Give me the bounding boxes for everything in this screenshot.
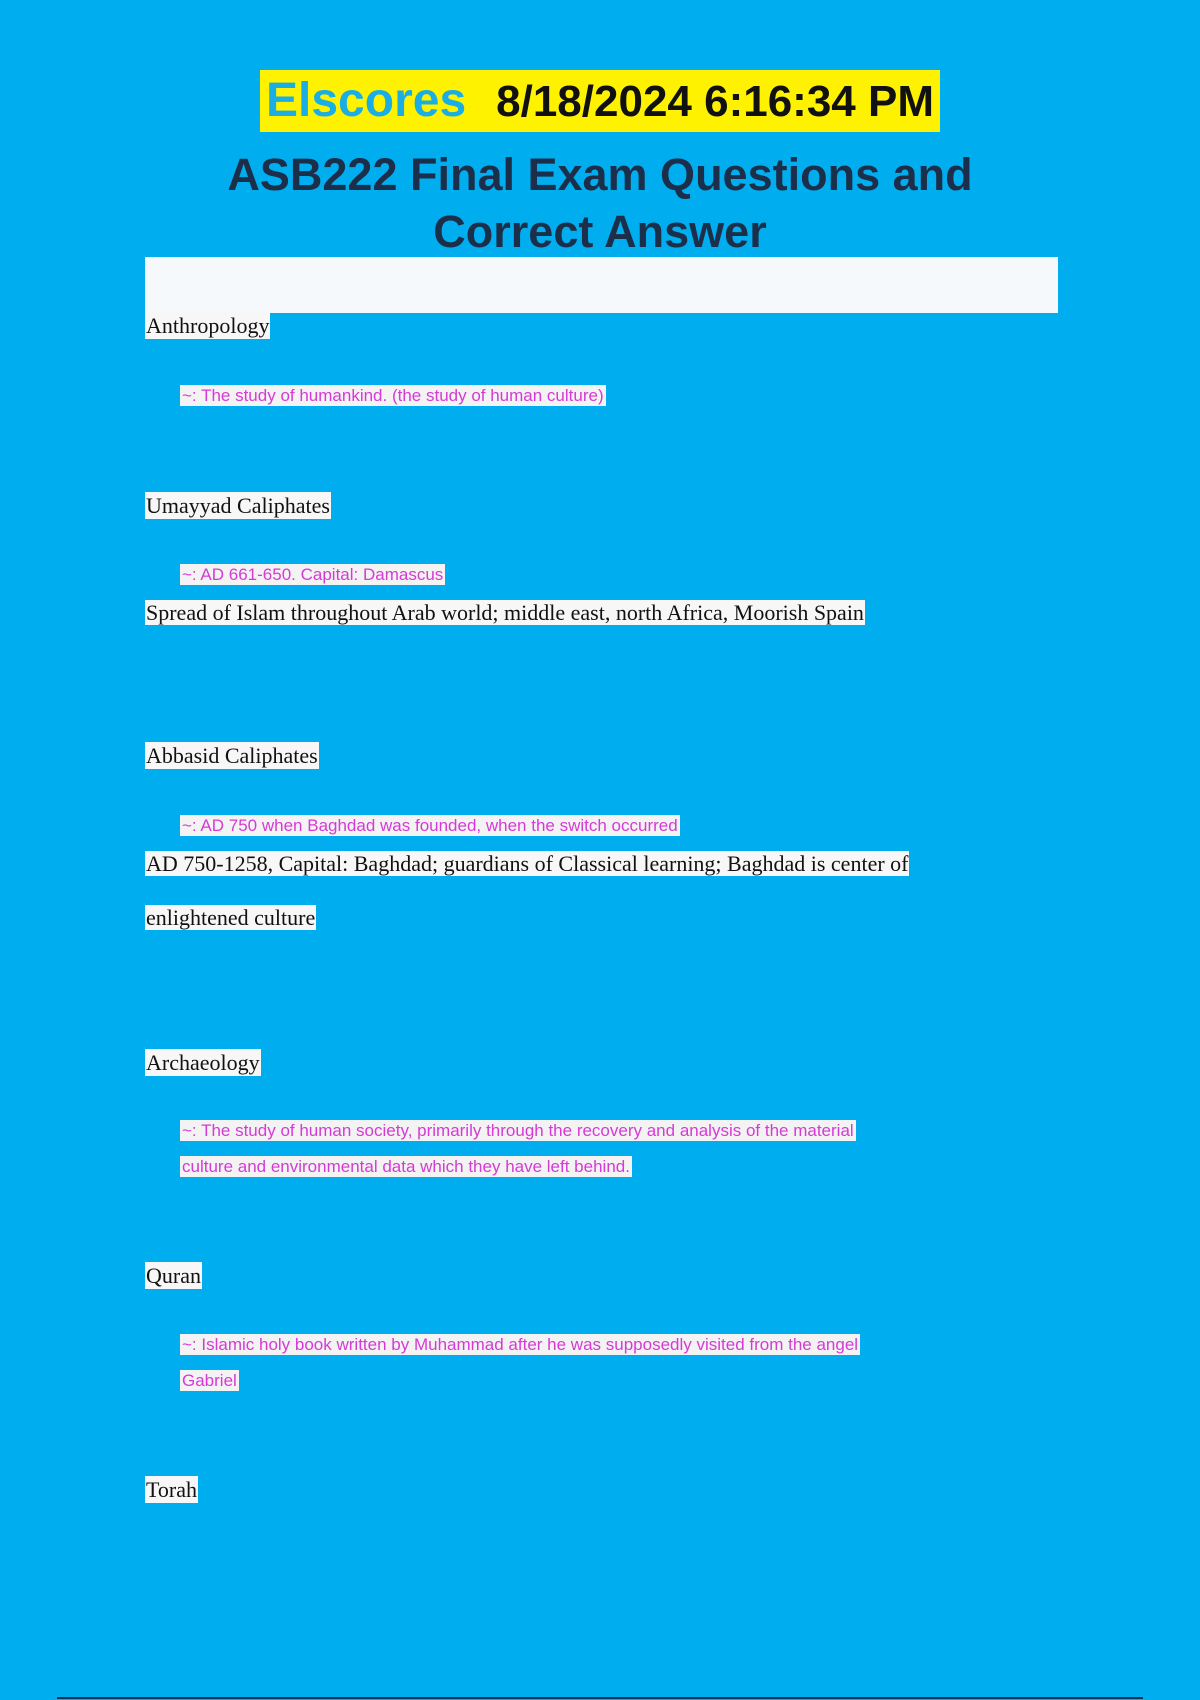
answer-archaeology-line-2: culture and environmental data which they have left behind. [182,1157,630,1176]
footer-rule [57,1697,1143,1699]
term-quran: Quran [146,1263,201,1288]
title-line-1: ASB222 Final Exam Questions and [227,149,973,200]
detail-abbasid-line-1: AD 750-1258, Capital: Baghdad; guardians of Classical learning; Baghdad is center of [146,851,909,876]
answer-quran-line-2: Gabriel [182,1371,237,1390]
timestamp: 8/18/2024 6:16:34 PM [496,77,934,126]
answer-archaeology-line-1: ~: The study of human society, primarily through the recovery and analysis of the material [182,1121,854,1140]
header-band [0,70,1200,132]
term-torah: Torah [146,1477,197,1502]
page-title [0,146,1200,260]
term-archaeology: Archaeology [146,1050,260,1075]
blank-banner [145,257,1058,313]
answer-quran-line-1: ~: Islamic holy book written by Muhammad after he was supposedly visited from the angel [182,1335,859,1354]
term-umayyad: Umayyad Caliphates [146,493,330,518]
term-abbasid: Abbasid Caliphates [146,743,318,768]
detail-abbasid-line-2: enlightened culture [146,905,316,930]
title-line-2: Correct Answer [433,206,767,257]
brand-name: Elscores [266,74,467,127]
answer-anthropology: ~: The study of humankind. (the study of human culture) [182,386,604,405]
brand-highlight [260,70,940,132]
term-anthropology: Anthropology [146,313,270,338]
detail-umayyad: Spread of Islam throughout Arab world; middle east, north Africa, Moorish Spain [146,600,864,625]
answer-abbasid: ~: AD 750 when Baghdad was founded, when the switch occurred [182,816,678,835]
answer-umayyad: ~: AD 661-650. Capital: Damascus [182,565,444,584]
